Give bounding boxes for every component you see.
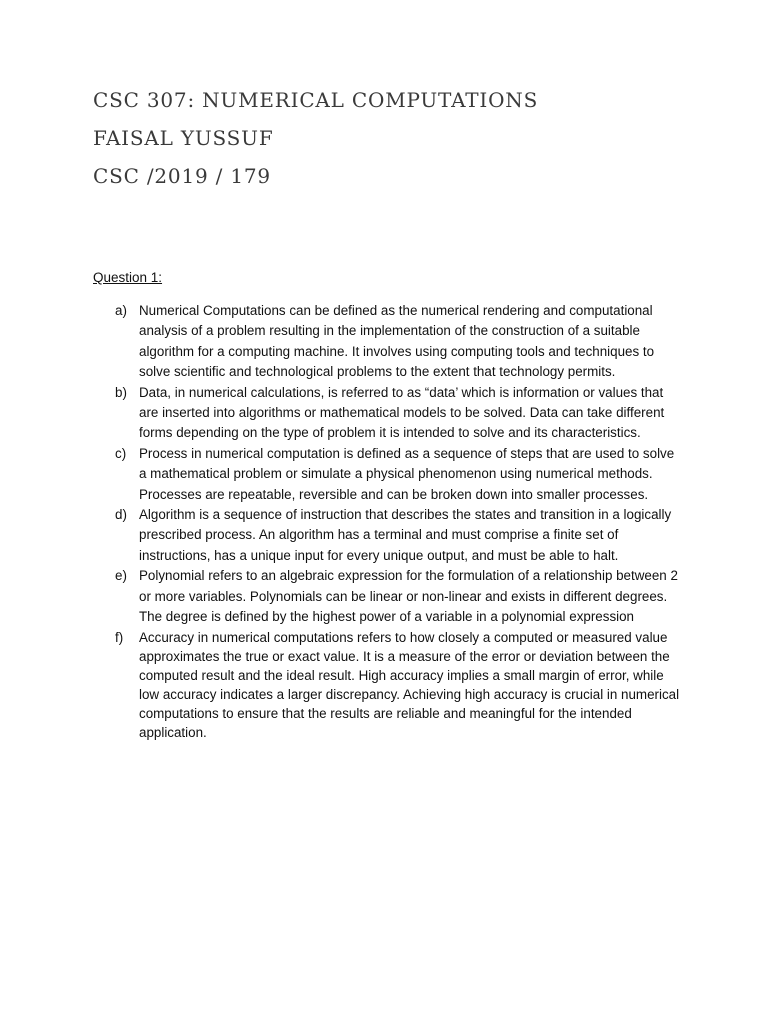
answer-marker: b) [115, 384, 127, 400]
answer-text: Numerical Computations can be defined as the numerical rendering and computational analysis of a problem resulting in the implementation of the construction of a suitable algorithm for a computing machine. It involves using computing tools and techniques to solve scientific and technological problems to the extent that technology permits. [139, 303, 655, 380]
document-header [93, 86, 713, 200]
student-name: FAISAL YUSSUF [93, 126, 274, 150]
answer-marker: a) [115, 303, 127, 318]
answer-item-d [115, 505, 680, 566]
answer-item-e [115, 566, 680, 627]
answer-list [115, 301, 680, 742]
answer-marker: e) [115, 568, 127, 584]
answer-item-a [115, 301, 680, 383]
course-title: CSC 307: NUMERICAL COMPUTATIONS [93, 88, 539, 112]
answer-item-f [115, 628, 680, 743]
answer-item-b [115, 383, 680, 444]
question-label: Question 1: [93, 270, 163, 285]
answer-text: Accuracy in numerical computations refers to how closely a computed or measured value approximates the true or exact value. It is a measure of the error or deviation between the computed result and the ideal result. High accuracy implies a small margin of error, while low accuracy indicates a larger discrepancy. Achieving high accuracy is crucial in numerical computations to ensure that the results are reliable and meaningful for the intended application. [139, 629, 680, 740]
answer-text: Algorithm is a sequence of instruction that describes the states and transition in a logically prescribed process. An algorithm has a terminal and must comprise a finite set of instructions, has a unique input for every unique output, and must be able to halt. [139, 507, 672, 563]
answer-item-c [115, 444, 680, 505]
registration-number: CSC /2019 / 179 [93, 164, 271, 188]
answer-marker: c) [115, 445, 127, 461]
answer-text: Process in numerical computation is defined as a sequence of steps that are used to solve a mathematical problem or simulate a physical phenomenon using numerical methods. Processes are repeatable, reversible and can be broken down into smaller processes. [139, 445, 675, 502]
answer-marker: f) [115, 629, 124, 645]
answer-text: Polynomial refers to an algebraic expression for the formulation of a relationship between 2 or more variables. Polynomials can be linear or non-linear and exists in different degrees. The degree is defined by the highest power of a variable in a polynomial expression [139, 568, 678, 625]
answer-marker: d) [115, 507, 127, 523]
answer-text: Data, in numerical calculations, is referred to as “data’ which is information or values that are inserted into algorithms or mathematical models to be solved. Data can take different forms depending on the type of problem it is intended to solve and its characteristics. [139, 384, 665, 441]
